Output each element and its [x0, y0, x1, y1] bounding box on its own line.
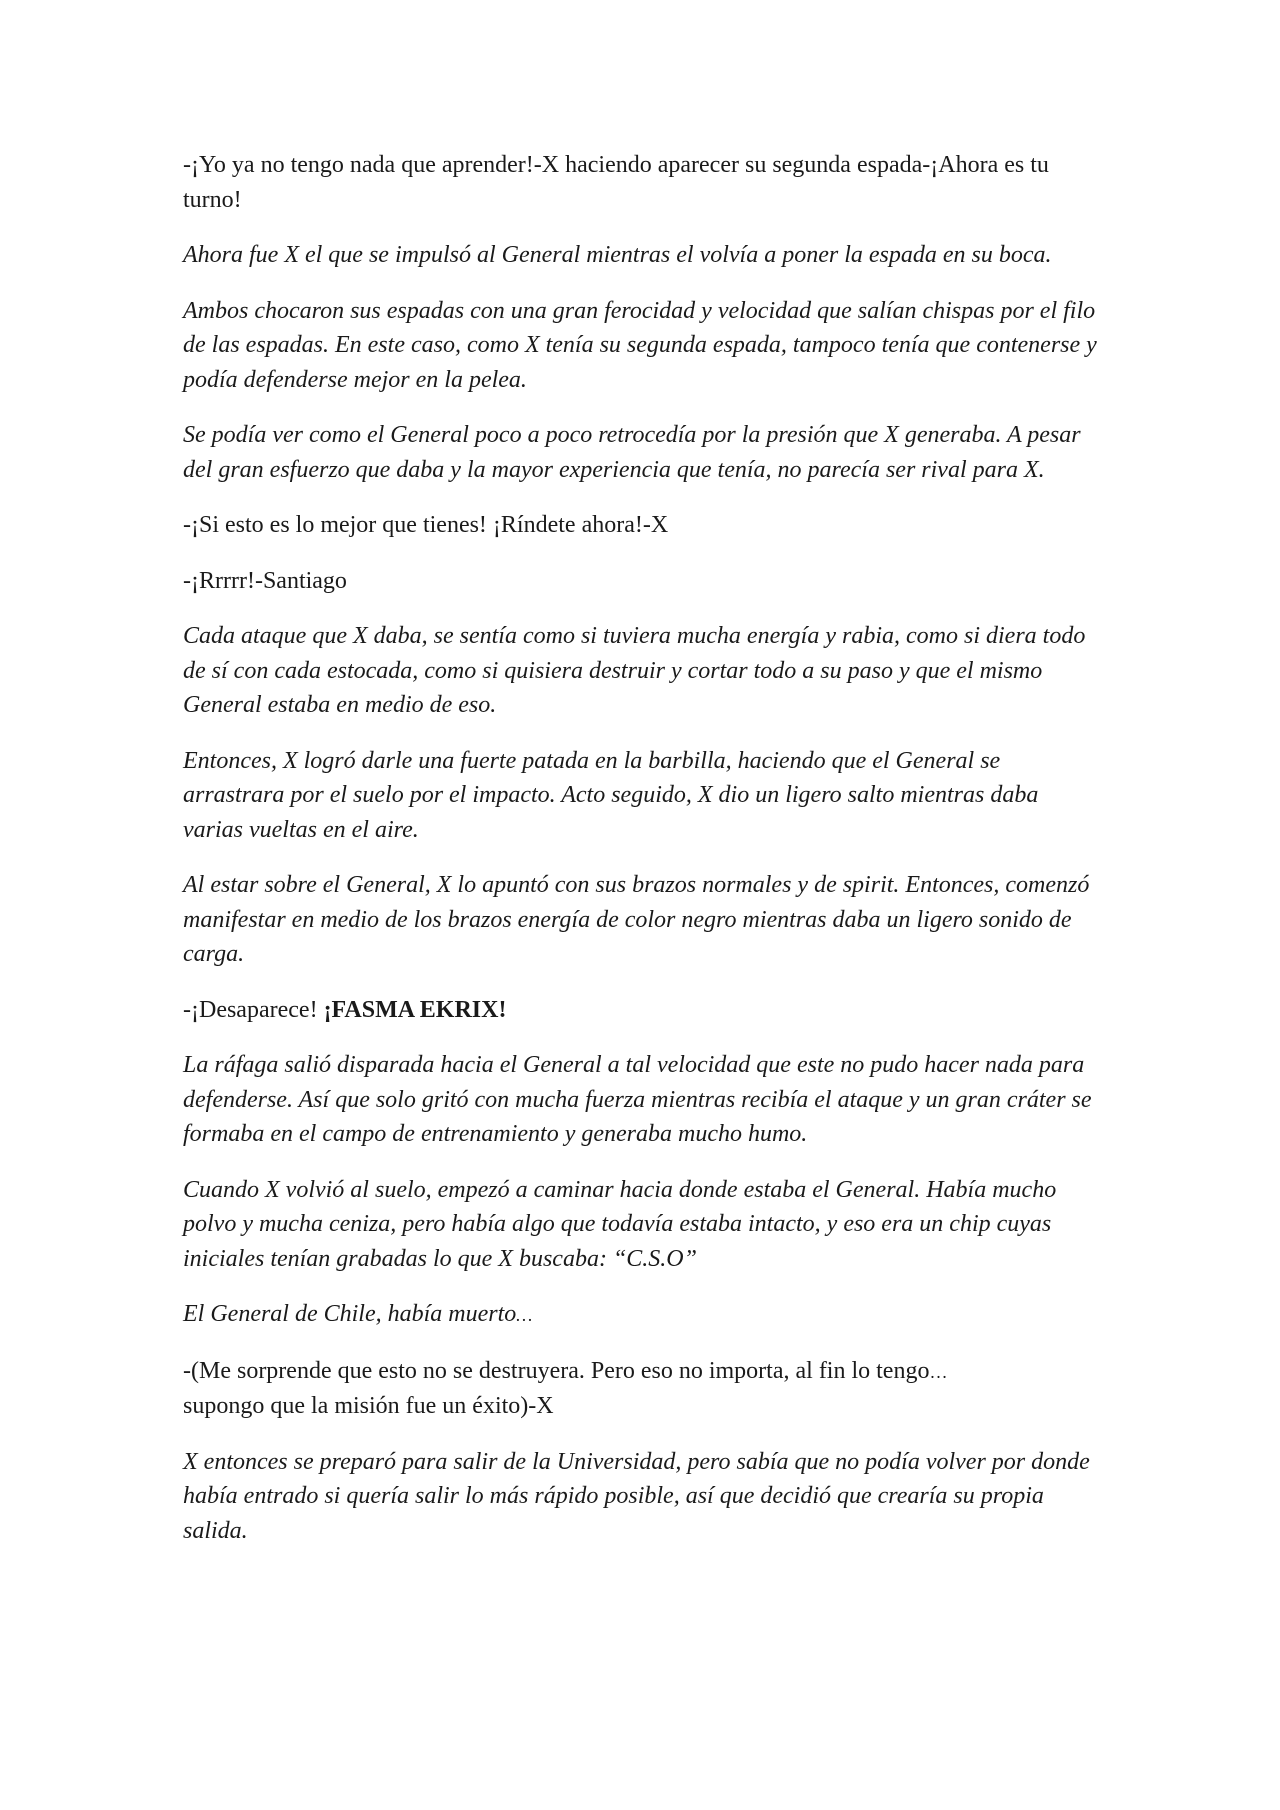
paragraph-9: Al estar sobre el General, X lo apuntó con sus brazos normales y de spirit. Entonces, comenzó manifestar en medio de los brazos energía de color negro mientras daba un ligero sonido de carga. [183, 872, 1090, 967]
paragraph-3: Ambos chocaron sus espadas con una gran ferocidad y velocidad que salían chispas por el filo de las espadas. En este caso, como X tenía su segunda espada, tampoco tenía que contenerse y podía defenderse mejor en la pelea. [183, 297, 1097, 393]
story-text [183, 148, 1103, 1569]
paragraph-5: -¡Si esto es lo mejor que tienes! ¡Ríndete ahora!-X [183, 512, 669, 538]
paragraph-7: Cada ataque que X daba, se sentía como si tuviera mucha energía y rabia, como si diera todo de sí con cada estocada, como si quisiera destruir y cortar todo a su paso y que el mismo General estaba en medio de eso. [183, 623, 1086, 718]
paragraph-12: Cuando X volvió al suelo, empezó a caminar hacia donde estaba el General. Había mucho polvo y mucha ceniza, pero había algo que todavía estaba intacto, y eso era un chip cuyas iniciales tenían grabadas lo que X buscaba: “C.S.O” [183, 1176, 1057, 1272]
paragraph-8: Entonces, X logró darle una fuerte patada en la barbilla, haciendo que el General se arrastrara por el suelo por el impacto. Acto seguido, X dio un ligero salto mientras daba varias vueltas en el aire. [183, 747, 1039, 843]
paragraph-13: El General de Chile, había muerto… [183, 1301, 534, 1327]
paragraph-2: Ahora fue X el que se impulsó al General mientras el volvía a poner la espada en su boca. [183, 242, 1052, 268]
attack-name: ¡FASMA EKRIX! [323, 996, 507, 1023]
paragraph-6: -¡Rrrrr!-Santiago [183, 567, 347, 594]
paragraph-14: -(Me sorprende que esto no se destruyera. Pero eso no importa, al fin lo tengo… supongo que la misión fue un éxito)-X [183, 1357, 949, 1419]
paragraph-10: -¡Desaparece! ¡FASMA EKRIX! [183, 996, 507, 1023]
paragraph-4: Se podía ver como el General poco a poco retrocedía por la presión que X generaba. A pesar del gran esfuerzo que daba y la mayor experiencia que tenía, no parecía ser rival para X. [183, 422, 1081, 483]
paragraph-1: -¡Yo ya no tengo nada que aprender!-X haciendo aparecer su segunda espada-¡Ahora es tu turno! [183, 152, 1049, 213]
paragraph-15: X entonces se preparó para salir de la Universidad, pero sabía que no podía volver por donde había entrado si quería salir lo más rápido posible, así que decidió que crearía su propia salida. [183, 1448, 1090, 1544]
paragraph-11: La ráfaga salió disparada hacia el General a tal velocidad que este no pudo hacer nada para defenderse. Así que solo gritó con mucha fuerza mientras recibía el ataque y un gran cráter se formaba en el campo de entrenamiento y generaba mucho humo. [183, 1052, 1092, 1147]
